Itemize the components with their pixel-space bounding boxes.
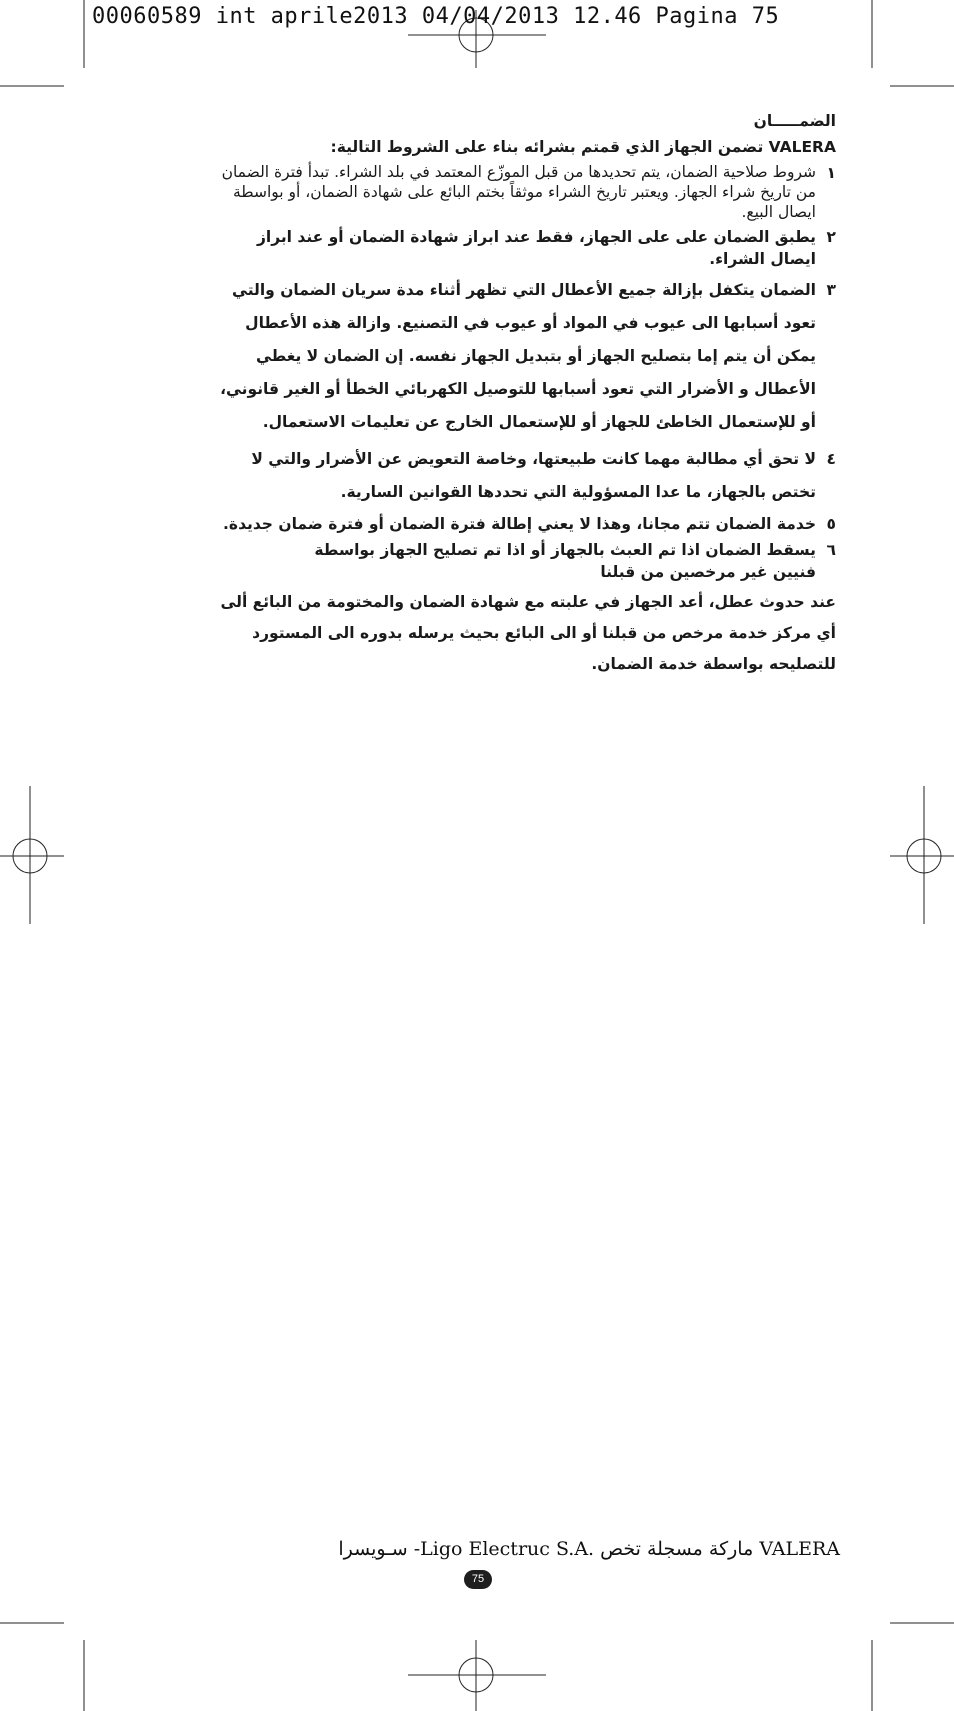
item-text: يطبق الضمان على على الجهاز، فقط عند ابراز شهادة الضمان أو عند ابراز ايصال الشراء.: [256, 228, 816, 268]
item-text: الضمان يتكفل بإزالة جميع الأعطال التي تظهر أثناء مدة سريان الضمان والتي تعود أسبابها الى عيوب في المواد أو عيوب في التصنيع. وازالة هذه الأعطال يمكن أن يتم إما بتصليح الجهاز أو بتبديل الجهاز نفسه. إن الضمان لا يغطي الأعطال و الأضرار التي تعود أسبابها للتوصيل الكهربائي الخطأ أو الغير قانوني، أو للإستعمال الخاطئ للجهاز أو للإستعمال الخارج عن تعليمات الاستعمال.: [220, 281, 816, 431]
list-item: [218, 274, 836, 439]
list-item: [218, 226, 836, 270]
warranty-section: [218, 112, 836, 680]
item-text: يسقط الضمان اذا تم العبث بالجهاز أو اذا تم تصليح الجهاز بواسطة فنيين غير مرخصين من قبلنا: [314, 541, 816, 581]
list-item: [218, 162, 836, 222]
registration-mark-right: [890, 786, 954, 924]
item-number: ١: [826, 164, 836, 182]
item-number: ٣: [826, 281, 836, 299]
brand-trademark-line: VALERA ماركة مسجلة تخص .Ligo Electruc S.A- سـويسرا: [338, 1538, 840, 1560]
intro-paragraph: VALERA تضمن الجهاز الذي قمتم بشرائه بناء على الشروط التالية:: [330, 138, 836, 156]
registration-mark-bottom: [408, 1640, 546, 1711]
print-slug: 00060589 int aprile2013 04/04/2013 12.46 Pagina 75: [92, 4, 780, 29]
list-item: [218, 513, 836, 535]
registration-mark-left: [0, 786, 64, 924]
closing-paragraph: عند حدوث عطل، أعد الجهاز في علبته مع شهادة الضمان والمختومة من البائع ألى أي مركز خدمة مرخص من قبلنا أو الى البائع بحيث يرسله بدوره الى المستورد للتصليحه بواسطة خدمة الضمان.: [220, 593, 836, 673]
warranty-terms-list: [218, 162, 836, 583]
item-number: ٢: [826, 228, 836, 246]
item-number: ٥: [826, 515, 836, 533]
page-number-badge: 75: [464, 1570, 492, 1589]
item-text: شروط صلاحية الضمان، يتم تحديدها من قبل الموزّع المعتمد في بلد الشراء. تبدأ فترة الضمان من تاريخ شراء الجهاز. ويعتبر تاريخ الشراء موثقاً بختم البائع على شهادة الضمان، أو بواسطة ايصال البيع.: [221, 163, 816, 221]
list-item: [218, 539, 836, 583]
item-text: خدمة الضمان تتم مجانا، وهذا لا يعني إطالة فترة الضمان أو فترة ضمان جديدة.: [223, 515, 816, 533]
item-number: ٦: [826, 541, 836, 559]
section-title: الضمـــــان: [753, 112, 836, 130]
item-text: لا تحق أي مطالبة مهما كانت طبيعتها، وخاصة التعويض عن الأضرار والتي لا تختص بالجهاز، ما عدا المسؤولية التي تحددها القوانين السارية.: [251, 450, 816, 501]
item-number: ٤: [826, 450, 836, 468]
list-item: [218, 443, 836, 509]
